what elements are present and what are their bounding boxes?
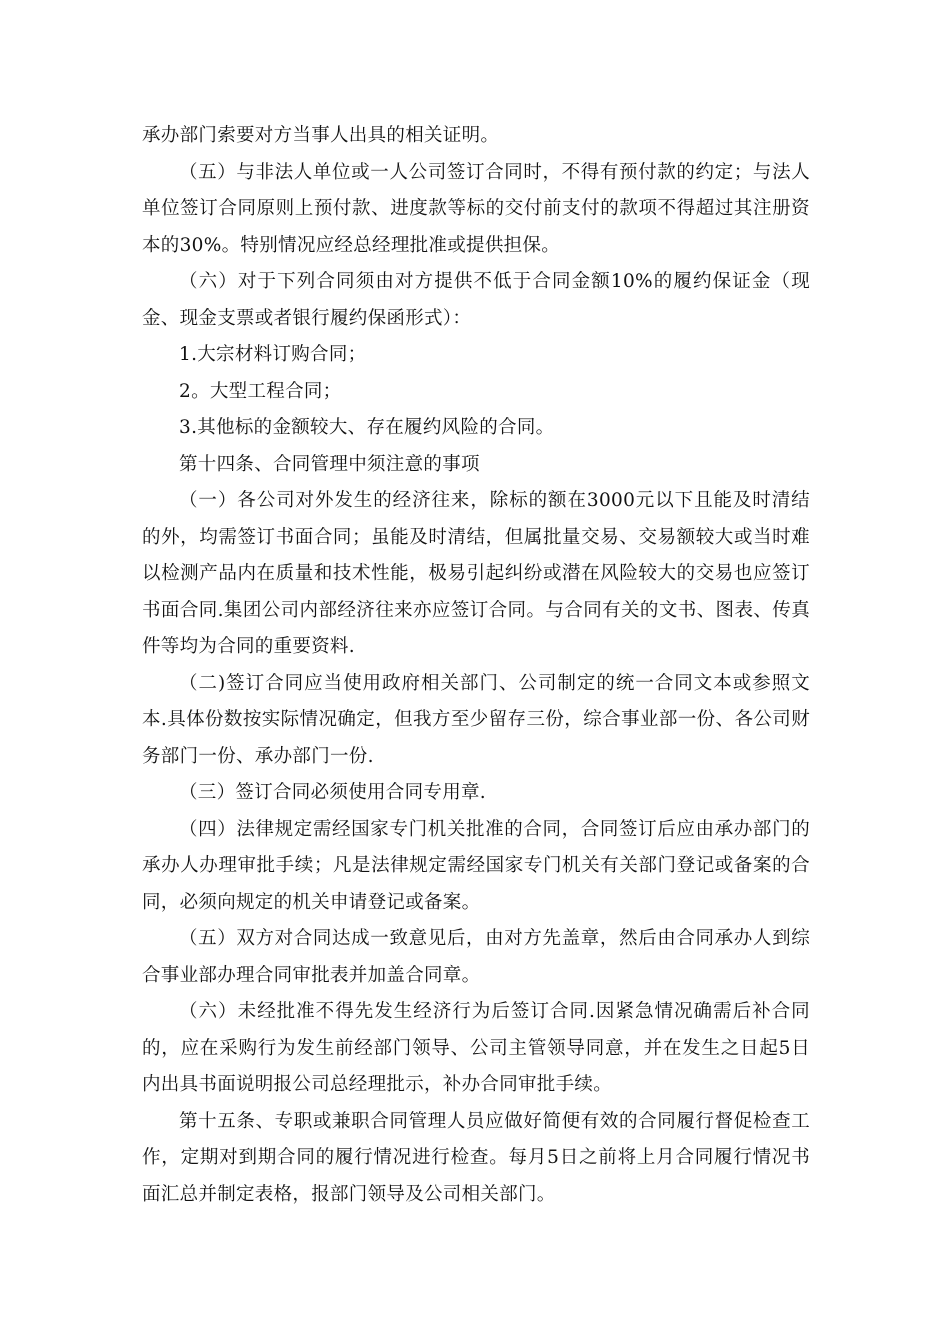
paragraph-item-5-prepayment: （五）与非法人单位或一人公司签订合同时，不得有预付款的约定；与法人单位签订合同原则上预付款、进度款等标的交付前支付的款项不得超过其注册资本的30%。特别情况应经总经理批准或提供担保。 xyxy=(142,161,810,256)
list-item-large-projects: 2。大型工程合同； xyxy=(179,380,342,402)
paragraph-article-14-item-3: （三）签订合同必须使用合同专用章. xyxy=(179,782,486,803)
list-item-bulk-materials: 1.大宗材料订购合同； xyxy=(179,344,367,365)
paragraph-continuation: 承办部门索要对方当事人出具的相关证明。 xyxy=(142,125,500,146)
paragraph-article-14-item-6: （六）未经批准不得先发生经济行为后签订合同.因紧急情况确需后补合同的，应在采购行为发生前经部门领导、公司主管领导同意，并在发生之日起5日内出具书面说明报公司总经理批示，补办合同审批手续。 xyxy=(142,1001,810,1095)
list-item-other-risky-contracts: 3.其他标的金额较大、存在履约风险的合同。 xyxy=(179,417,555,438)
document-body xyxy=(142,118,810,1213)
article-14-heading: 第十四条、合同管理中须注意的事项 xyxy=(179,453,480,475)
paragraph-article-14-item-1: （一）各公司对外发生的经济往来，除标的额在3000元以下且能及时清结的外，均需签订书面合同；虽能及时清结，但属批量交易、交易额较大或当时难以检测产品内在质量和技术性能，极易引起纠纷或潜在风险较大的交易也应签订书面合同.集团公司内部经济往来亦应签订合同。与合同有关的文书、图表、传真件等均为合同的重要资料. xyxy=(142,490,810,657)
paragraph-article-14-item-4: （四）法律规定需经国家专门机关批准的合同，合同签订后应由承办部门的承办人办理审批手续；凡是法律规定需经国家专门机关有关部门登记或备案的合同，必须向规定的机关申请登记或备案。 xyxy=(142,818,810,913)
paragraph-article-15: 第十五条、专职或兼职合同管理人员应做好简便有效的合同履行督促检查工作，定期对到期合同的履行情况进行检查。每月5日之前将上月合同履行情况书面汇总并制定表格，报部门领导及公司相关部门。 xyxy=(142,1110,810,1205)
paragraph-item-6-performance-bond: （六）对于下列合同须由对方提供不低于合同金额10%的履约保证金（现金、现金支票或者银行履约保函形式）： xyxy=(142,271,810,329)
paragraph-article-14-item-2: （二)签订合同应当使用政府相关部门、公司制定的统一合同文本或参照文本.具体份数按实际情况确定，但我方至少留存三份，综合事业部一份、各公司财务部门一份、承办部门一份. xyxy=(142,672,810,767)
paragraph-article-14-item-5: （五）双方对合同达成一致意见后，由对方先盖章，然后由合同承办人到综合事业部办理合同审批表并加盖合同章。 xyxy=(142,928,810,986)
